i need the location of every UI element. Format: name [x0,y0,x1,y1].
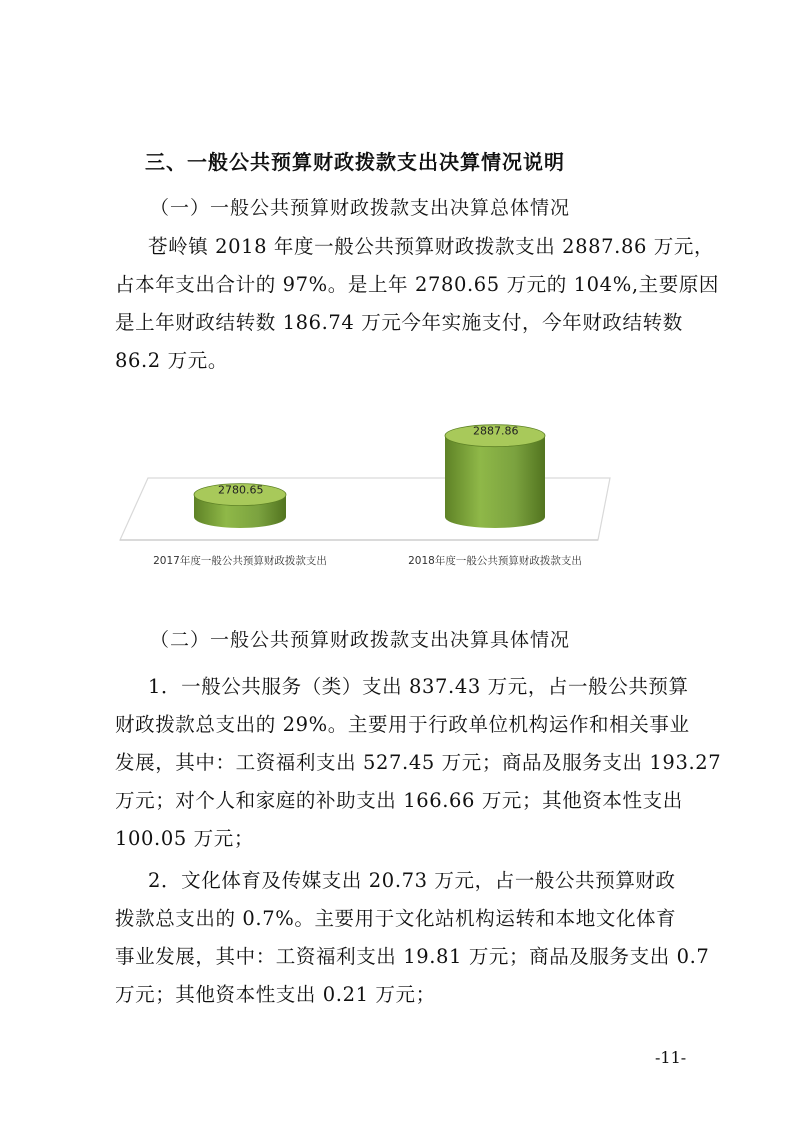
section-heading: 三、一般公共预算财政拨款支出决算情况说明 [145,150,565,174]
paragraph-line: 100.05 万元； [115,827,254,850]
subsection-title-detail: （二）一般公共预算财政拨款支出决算具体情况 [150,629,571,651]
paragraph-line: 占本年支出合计的 97%。是上年 2780.65 万元的 104%,主要原因 [115,273,720,296]
paragraph-line: 万元；其他资本性支出 0.21 万元； [115,983,436,1006]
paragraph-line: 86.2 万元。 [115,349,228,372]
overall-paragraph [115,228,720,380]
paragraph-line: 1．一般公共服务（类）支出 837.43 万元，占一般公共预算 [148,675,689,698]
data-label-2018: 2887.86 [473,424,519,438]
item1-paragraph [115,668,722,858]
subsection-title-overall: （一）一般公共预算财政拨款支出决算总体情况 [150,197,571,219]
item2-paragraph [115,862,710,1014]
paragraph-line: 苍岭镇 2018 年度一般公共预算财政拨款支出 2887.86 万元， [148,235,715,258]
page-number: -11- [655,1048,687,1067]
paragraph-line: 2．文化体育及传媒支出 20.73 万元，占一般公共预算财政 [148,869,676,892]
paragraph-line: 拨款总支出的 0.7%。主要用于文化站机构运转和本地文化体育 [115,907,677,930]
paragraph-line: 是上年财政结转数 186.74 万元今年实施支付，今年财政结转数 [115,311,683,334]
paragraph-line: 事业发展，其中：工资福利支出 19.81 万元；商品及服务支出 0.7 [115,945,710,968]
paragraph-line: 发展，其中：工资福利支出 527.45 万元；商品及服务支出 193.27 [115,751,722,774]
paragraph-line: 财政拨款总支出的 29%。主要用于行政单位机构运作和相关事业 [115,713,690,736]
x-tick-label-2018: 2018年度一般公共预算财政拨款支出 [408,555,582,567]
expenditure-comparison-chart [110,420,630,580]
bar-body-2018 [445,436,545,528]
x-tick-label-2017: 2017年度一般公共预算财政拨款支出 [153,555,327,567]
paragraph-line: 万元；对个人和家庭的补助支出 166.66 万元；其他资本性支出 [115,789,683,812]
data-label-2017: 2780.65 [218,483,264,497]
